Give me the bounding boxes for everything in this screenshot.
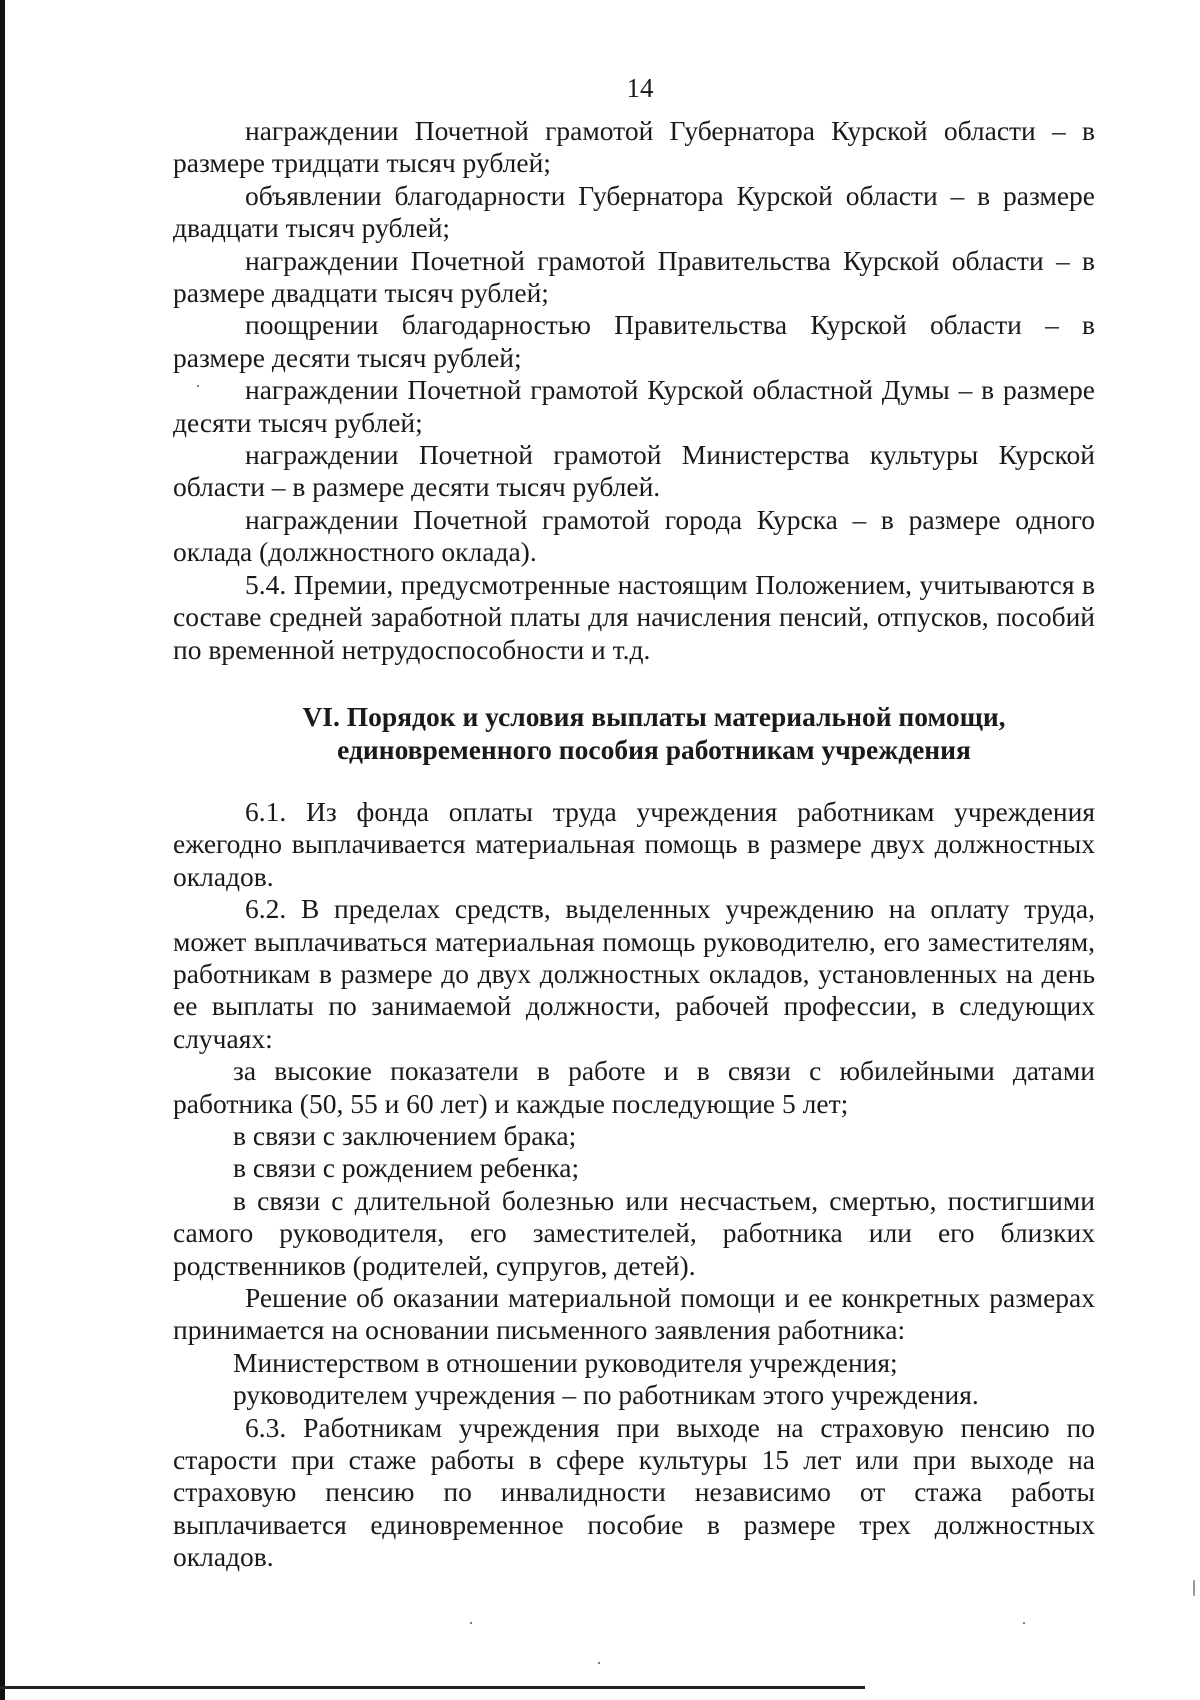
paragraph: поощрении благодарностью Правительства Курской области – в размере десяти тысяч рублей; xyxy=(173,309,1095,373)
scan-speck xyxy=(1023,1622,1025,1624)
section-heading xyxy=(173,700,1095,766)
list-item: за высокие показатели в работе и в связи с юбилейными датами работника (50, 55 и 60 лет) и каждые последующие 5 лет; xyxy=(173,1055,1095,1119)
paragraph-6-2: 6.2. В пределах средств, выделенных учреждению на оплату труда, может выплачиваться материальная помощь руководителю, его заместителям, работникам в размере до двух должностных окладов, установленных на день ее выплаты по занимаемой должности, рабочей профессии, в следующих случаях: xyxy=(173,893,1095,1054)
paragraph: Решение об оказании материальной помощи и ее конкретных размерах принимается на основании письменного заявления работника: xyxy=(173,1282,1095,1346)
paragraph: объявлении благодарности Губернатора Курской области – в размере двадцати тысяч рублей; xyxy=(173,179,1095,244)
paragraph: награждении Почетной грамотой Губернатора Курской области – в размере тридцати тысяч рублей; xyxy=(173,115,1095,179)
list-item: Министерством в отношении руководителя учреждения; xyxy=(233,1346,898,1378)
scan-speck xyxy=(470,1622,472,1624)
list-item: в связи с рождением ребенка; xyxy=(233,1152,580,1184)
paragraph: награждении Почетной грамотой Правительства Курской области – в размере двадцати тысяч рублей; xyxy=(173,244,1095,309)
page-number: 14 xyxy=(626,73,654,103)
scan-speck xyxy=(598,1662,600,1664)
scan-speck xyxy=(197,385,199,387)
paragraph: награждении Почетной грамотой города Курска – в размере одного оклада (должностного оклада). xyxy=(173,503,1095,568)
list-item: в связи с заключением брака; xyxy=(233,1119,577,1151)
paragraph: награждении Почетной грамотой Министерства культуры Курской области – в размере десяти тысяч рублей. xyxy=(173,439,1095,503)
document-body xyxy=(173,115,1095,1574)
scan-speck xyxy=(1193,1580,1195,1596)
section-heading-line: единовременного пособия работникам учреждения xyxy=(337,733,971,765)
list-item: руководителем учреждения – по работникам этого учреждения. xyxy=(233,1379,979,1411)
paragraph-6-3: 6.3. Работникам учреждения при выходе на страховую пенсию по старости при стаже работы в сфере культуры 15 лет или при выходе на страховую пенсию по инвалидности независимо от стажа работы выплачивается единовременное пособие в размере трех должностных окладов. xyxy=(173,1411,1095,1573)
paragraph: награждении Почетной грамотой Курской областной Думы – в размере десяти тысяч рублей; xyxy=(173,374,1095,438)
paragraph-6-1: 6.1. Из фонда оплаты труда учреждения работникам учреждения ежегодно выплачивается материальная помощь в размере двух должностных окладов. xyxy=(173,795,1095,892)
paragraph-5-4: 5.4. Премии, предусмотренные настоящим Положением, учитываются в составе средней заработной платы для начисления пенсий, отпусков, пособий по временной нетрудоспособности и т.д. xyxy=(173,568,1095,665)
scan-bottom-line xyxy=(0,1686,865,1689)
section-heading-line: VI. Порядок и условия выплаты материальной помощи, xyxy=(302,700,1006,732)
scan-left-edge xyxy=(0,0,5,1700)
list-item: в связи с длительной болезнью или несчастьем, смертью, постигшими самого руководителя, его заместителей, работника или его близких родственников (родителей, супругов, детей). xyxy=(173,1184,1095,1281)
